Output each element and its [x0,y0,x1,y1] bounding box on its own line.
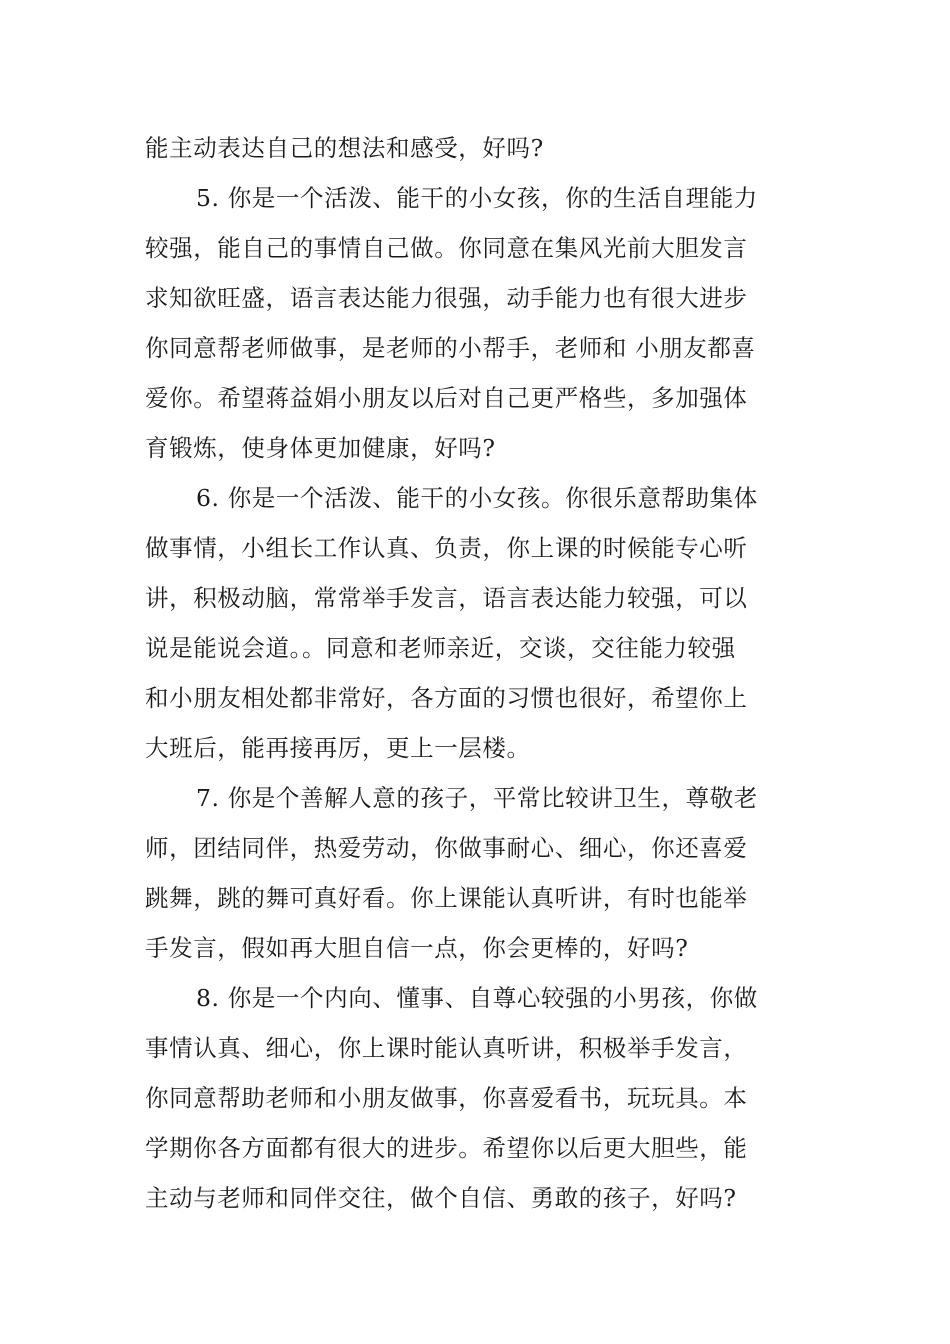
text-line: 手发言，假如再大胆自信一点，你会更棒的，好吗? [145,934,689,962]
text-line: 师，团结同伴，热爱劳动，你做事耐心、细心，你还喜爱 [145,834,748,862]
text-line: 大班后，能再接再厉，更上一层楼。 [145,734,531,762]
text-line: 能主动表达自己的想法和感受，好吗? [145,134,544,162]
text-line: 事情认真、细心，你上课时能认真听讲，积极举手发言， [145,1034,748,1062]
text-line: 主动与老师和同伴交往，做个自信、勇敢的孩子，好吗? [145,1184,737,1212]
text-line: 你同意帮助老师和小朋友做事，你喜爱看书，玩玩具。本 [145,1084,748,1112]
text-line: 讲，积极动脑，常常举手发言，语言表达能力较强，可以 [145,584,748,612]
text-line: 跳舞，跳的舞可真好看。你上课能认真听讲，有时也能举 [145,884,748,912]
paragraph-8-start: 8. 你是一个内向、懂事、自尊心较强的小男孩，你做 [196,984,758,1012]
text-line: 你同意帮老师做事，是老师的小帮手，老师和 小朋友都喜 [145,334,756,362]
text-line: 育锻炼，使身体更加健康，好吗? [145,434,496,462]
text-line: 求知欲旺盛，语言表达能力很强，动手能力也有很大进步 [145,284,748,312]
text-line: 学期你各方面都有很大的进步。希望你以后更大胆些，能 [145,1134,748,1162]
text-line: 做事情，小组长工作认真、负责，你上课的时候能专心听 [145,534,748,562]
text-line: 爱你。希望蒋益娟小朋友以后对自己更严格些，多加强体 [145,384,748,412]
paragraph-5-start: 5. 你是一个活泼、能干的小女孩，你的生活自理能力 [196,184,758,212]
text-line: 较强，能自己的事情自己做。你同意在集风光前大胆发言 [145,234,748,262]
text-line: 说是能说会道。。同意和老师亲近，交谈，交往能力较强 [145,634,736,662]
text-line: 和小朋友相处都非常好，各方面的习惯也很好，希望你上 [145,684,748,712]
paragraph-7-start: 7. 你是个善解人意的孩子，平常比较讲卫生，尊敬老 [196,784,758,812]
paragraph-6-start: 6. 你是一个活泼、能干的小女孩。你很乐意帮助集体 [196,484,758,512]
